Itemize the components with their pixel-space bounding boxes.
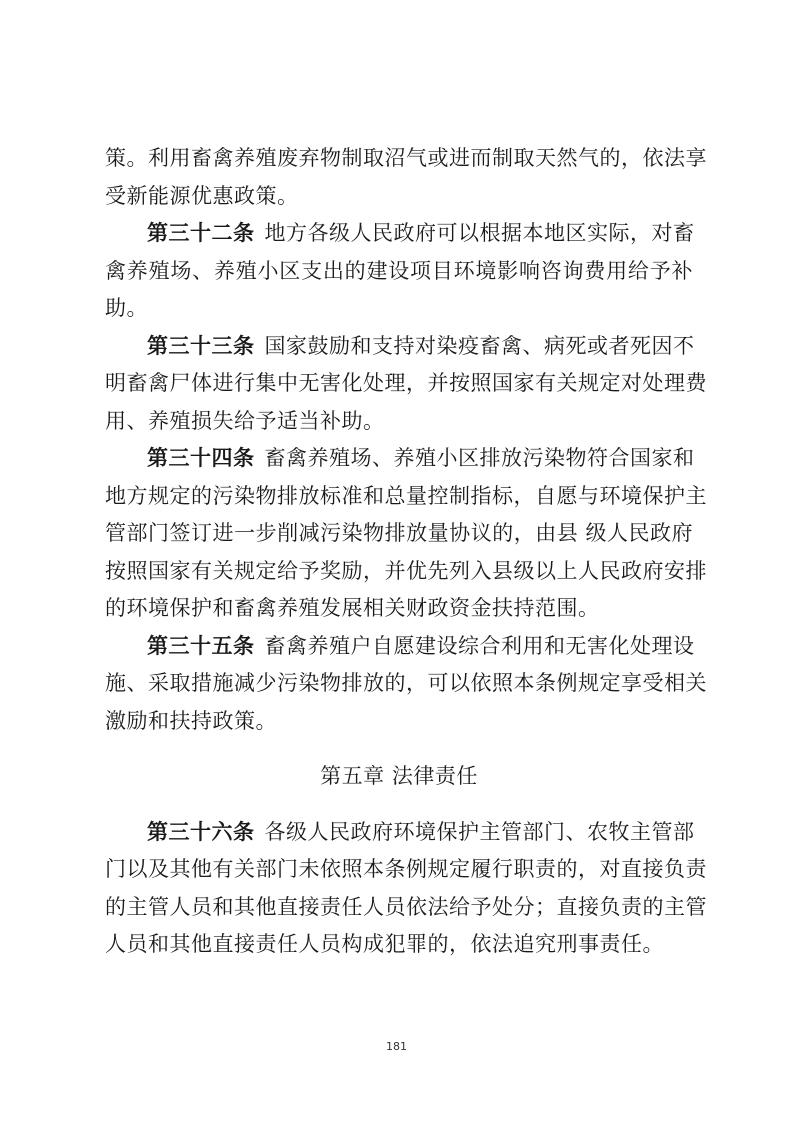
article-text: 各级人民政府环境保护主管部门、农牧主管部 xyxy=(264,819,695,844)
text-line: 策。利用畜禽养殖废弃物制取沼气或进而制取天然气的，依法享 xyxy=(105,146,707,170)
text-line: 明畜禽尸体进行集中无害化处理，并按照国家有关规定对处理费 xyxy=(105,371,707,395)
text-line: 的环境保护和畜禽养殖发展相关财政资金扶持范围。 xyxy=(105,596,600,620)
text-line: 施、采取措施减少污染物排放的，可以依照本条例规定享受相关 xyxy=(105,671,707,695)
document-body xyxy=(105,140,707,964)
paragraph-intro xyxy=(105,140,707,215)
article-number: 第三十六条 xyxy=(147,819,255,844)
article-34 xyxy=(105,440,707,628)
article-text: 畜禽养殖场、养殖小区排放污染物符合国家和 xyxy=(264,446,695,470)
article-number: 第三十三条 xyxy=(147,333,255,358)
text-line: 人员和其他直接责任人员构成犯罪的，依法追究刑事责任。 xyxy=(105,932,664,956)
article-text: 畜禽养殖户自愿建设综合利用和无害化处理设 xyxy=(264,633,695,658)
article-number: 第三十四条 xyxy=(147,446,255,470)
text-line: 受新能源优惠政策。 xyxy=(105,183,299,208)
article-number: 第三十五条 xyxy=(147,633,255,658)
text-line: 地方规定的污染物排放标准和总量控制指标，自愿与环境保护主 xyxy=(105,483,707,508)
text-line: 按照国家有关规定给予奖励，并优先列入县级以上人民政府安排 xyxy=(105,558,707,583)
text-line: 禽养殖场、养殖小区支出的建设项目环境影响咨询费用给予补 xyxy=(105,258,693,283)
text-line: 助。 xyxy=(105,296,148,320)
text-line xyxy=(105,814,693,852)
article-32 xyxy=(105,215,693,328)
article-text: 地方各级人民政府可以根据本地区实际，对畜 xyxy=(264,221,695,245)
chapter-heading: 第五章 法律责任 xyxy=(320,764,478,788)
article-text: 国家鼓励和支持对染疫畜禽、病死或者死因不 xyxy=(264,333,695,358)
text-line xyxy=(105,628,693,666)
text-line: 管部门签订进一步削减污染物排放量协议的，由县 级人民政府 xyxy=(105,521,693,545)
article-33 xyxy=(105,328,707,441)
page-number: 181 xyxy=(386,1040,407,1053)
text-line: 的主管人员和其他直接责任人员依法给予处分；直接负责的主管 xyxy=(105,894,707,919)
text-line: 激励和扶持政策。 xyxy=(105,708,277,733)
text-line xyxy=(105,440,693,478)
text-line: 门以及其他有关部门未依照本条例规定履行职责的，对直接负责 xyxy=(105,857,707,881)
article-35 xyxy=(105,628,707,741)
text-line: 用、养殖损失给予适当补助。 xyxy=(105,408,385,433)
text-line xyxy=(105,215,693,253)
article-36 xyxy=(105,814,707,964)
article-number: 第三十二条 xyxy=(147,221,255,245)
text-line xyxy=(105,328,693,366)
